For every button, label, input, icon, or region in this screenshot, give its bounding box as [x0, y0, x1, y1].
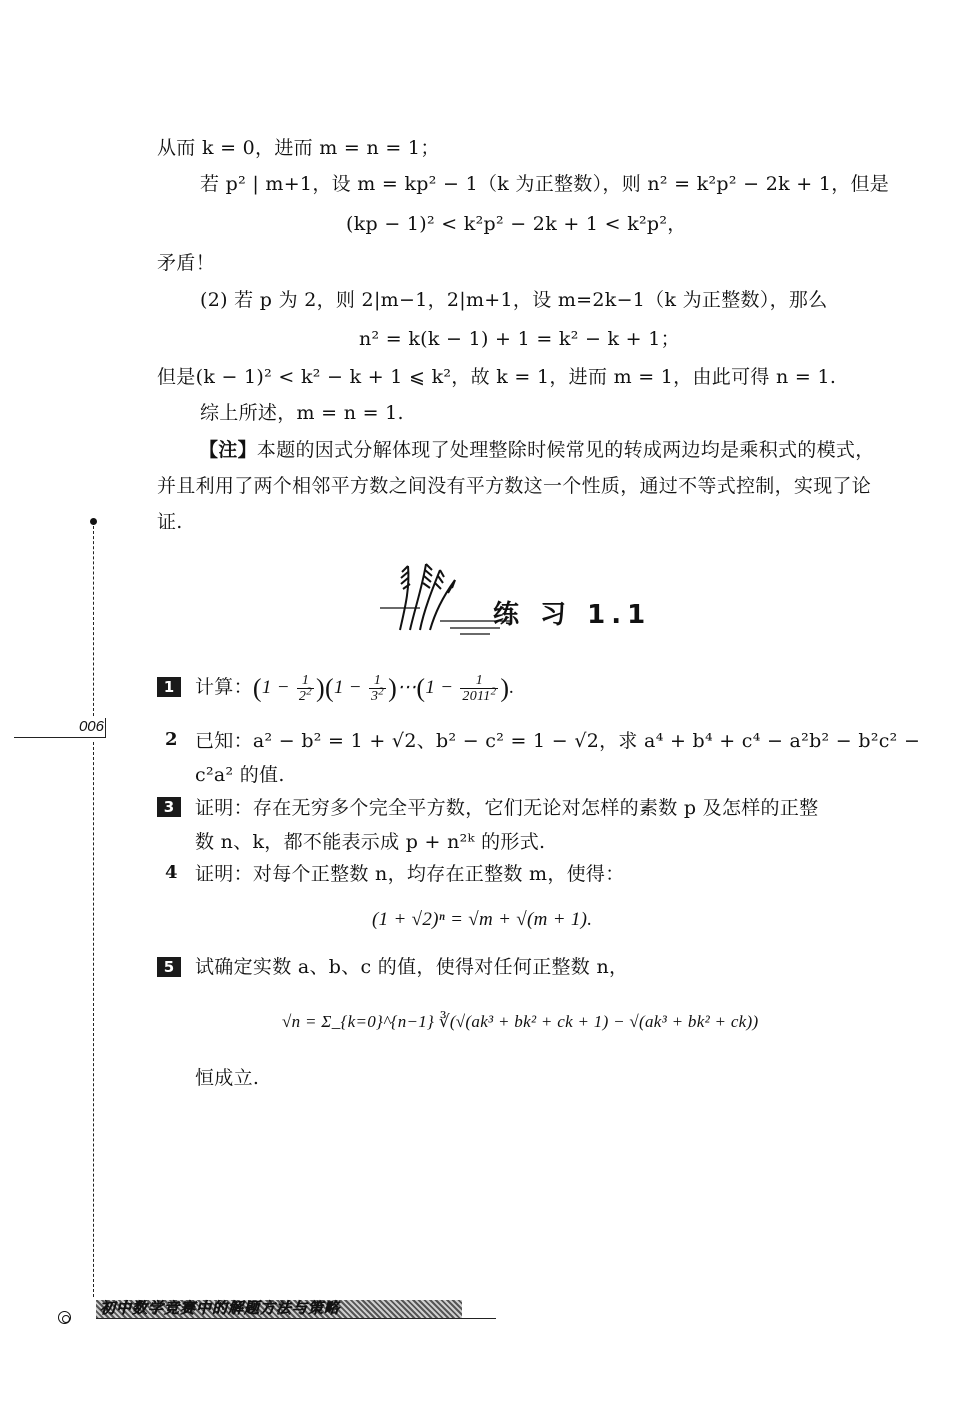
- exercise-number-box: 1: [157, 677, 181, 697]
- formula-line-3: (kp − 1)² < k²p² − 2k + 1 < k²p²，: [346, 213, 687, 235]
- page-number-tick: [105, 718, 106, 738]
- exercise-2-line-2: c²a² 的值.: [195, 764, 285, 786]
- exercise-5-line-3: 恒成立.: [195, 1067, 260, 1089]
- text-line-8: 综上所述，m = n = 1.: [200, 402, 404, 424]
- margin-dashed-rule-lower: [93, 742, 94, 1297]
- page-number: 006: [78, 718, 104, 735]
- exercise-2-line-1: 已知：a² − b² = 1 + √2、b² − c² = 1 − √2，求 a⁴ + b⁴ + c⁴ − a²b² − b²c² −: [195, 730, 921, 752]
- page-number-rule: [14, 737, 106, 738]
- exercise-number-box: 3: [157, 797, 181, 817]
- footer-rule: [96, 1318, 496, 1319]
- exercise-5-line-1: 试确定实数 a、b、c 的值，使得对任何正整数 n，: [195, 956, 629, 978]
- footer-book-title: 初中数学竞赛中的解题方法与策略: [100, 1299, 341, 1317]
- footer-circle-icon: [58, 1311, 71, 1324]
- exercise-number: 4: [165, 862, 178, 883]
- text-line-5: (2) 若 p 为 2，则 2|m−1，2|m+1，设 m=2k−1（k 为正整数），那么: [200, 289, 828, 311]
- note-text: 本题的因式分解体现了处理整除时候常见的转成两边均是乘积式的模式，并且利用了两个相邻平方数之间没有平方数这一个性质，通过不等式控制，实现了论证.: [157, 439, 875, 533]
- text-line-4: 矛盾！: [157, 252, 215, 274]
- exercise-1-text: [195, 672, 514, 704]
- note-paragraph: [157, 432, 879, 540]
- formula-line-6: n² = k(k − 1) + 1 = k² − k + 1；: [359, 328, 680, 350]
- reed-decoration-icon: [380, 558, 510, 638]
- section-title: 练 习 1.1: [493, 600, 652, 630]
- page-number-tab: [14, 718, 106, 738]
- text-line-1: 从而 k = 0，进而 m = n = 1；: [157, 137, 440, 159]
- exercise-4-formula: (1 + √2)ⁿ = √m + √(m + 1).: [372, 909, 593, 930]
- exercise-4-line-1: 证明：对每个正整数 n，均存在正整数 m，使得：: [195, 863, 625, 885]
- margin-dot: [90, 518, 97, 525]
- exercise-1-expression: (1 − $\frac{1}{2^2}$ )(1 − $\frac{1}{3^2}$ )⋯(1 − $\frac{1}{2011^2}$ ).: [252, 673, 515, 705]
- exercise-1-prefix: 计算：: [195, 676, 253, 698]
- note-label: 【注】: [199, 439, 257, 461]
- exercise-5-formula: √n = Σ_{k=0}^{n−1} ∛(√(ak³ + bk² + ck + 1) − √(ak³ + bk² + ck)): [282, 1012, 759, 1031]
- text-line-2: 若 p² | m+1，设 m = kp² − 1（k 为正整数），则 n² = k²p² − 2k + 1，但是: [200, 173, 890, 195]
- exercise-3-line-2: 数 n、k，都不能表示成 p + n²ᵏ 的形式.: [195, 831, 546, 853]
- margin-dashed-rule: [93, 526, 94, 716]
- text-line-7: 但是(k − 1)² < k² − k + 1 ⩽ k²，故 k = 1，进而 m = 1，由此可得 n = 1.: [157, 366, 837, 388]
- exercise-3-line-1: 证明：存在无穷多个完全平方数，它们无论对怎样的素数 p 及怎样的正整: [195, 797, 819, 819]
- exercise-number-box: 5: [157, 957, 181, 977]
- exercise-number: 2: [165, 729, 178, 750]
